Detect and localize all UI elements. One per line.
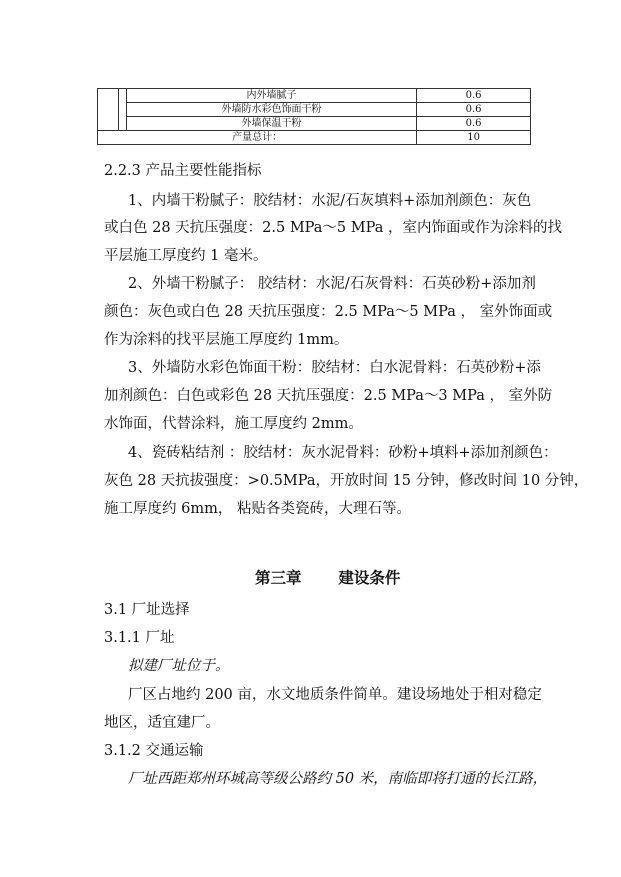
table-cell-value: 0.6 [417, 89, 531, 103]
table-row [98, 117, 531, 131]
table-total-value: 10 [417, 131, 531, 145]
paragraph-line: 水饰面，代替涂料，施工厚度约 2mm。 [104, 416, 363, 432]
paragraph-line: 厂址西距郑州环城高等级公路约 50 米，南临即将打通的长江路， [128, 771, 548, 787]
table-cell-name: 内外墙腻子 [126, 89, 416, 103]
paragraph-line: 加剂颜色：白色或彩色 28 天抗压强度：2.5 MPa～3 MPa ， 室外防 [104, 388, 553, 404]
table-cell-name: 外墙保温干粉 [126, 117, 416, 131]
chapter-number: 第三章 [255, 569, 302, 587]
paragraph-line: 4、瓷砖粘结剂 ：胶结材：灰水泥骨料：砂粉+填料+添加剂颜色： [128, 445, 558, 461]
table-total-label: 产量总计： [98, 131, 417, 145]
paragraph-line: 1、内墙干粉腻子：胶结材：水泥/石灰填料+添加剂颜色：灰色 [128, 193, 532, 209]
paragraph-line: 地区，适宜建厂。 [104, 715, 220, 731]
section-heading-3-1: 3.1 厂址选择 [104, 602, 190, 618]
paragraph-line: 施工厚度约 6mm， 粘贴各类瓷砖，大理石等。 [104, 501, 411, 517]
paragraph-line: 平层施工厚度约 1 毫米。 [104, 248, 268, 264]
section-heading-2-2-3: 2.2.3 产品主要性能指标 [104, 163, 262, 179]
paragraph-line: 2、外墙干粉腻子： 胶结材：水泥/石灰骨料：石英砂粉+添加剂 [128, 276, 536, 292]
table-cell-value: 0.6 [417, 117, 531, 131]
paragraph-line: 拟建厂址位于。 [128, 658, 230, 674]
table-total-row [98, 131, 531, 145]
chapter-title: 建设条件 [338, 569, 401, 587]
paragraph-line: 厂区占地约 200 亩，水文地质条件简单。建设场地处于相对稳定 [128, 687, 542, 703]
section-heading-3-1-1: 3.1.1 厂址 [104, 630, 175, 646]
section-heading-3-1-2: 3.1.2 交通运输 [104, 743, 204, 759]
product-output-table [97, 88, 531, 145]
paragraph-line: 3、外墙防水彩色饰面干粉：胶结材：白水泥骨料：石英砂粉+添 [128, 360, 541, 376]
chapter-heading [255, 566, 400, 588]
table-cell-value: 0.6 [417, 103, 531, 117]
table-cell-name: 外墙防水彩色饰面干粉 [126, 103, 416, 117]
paragraph-line: 颜色：灰色或白色 28 天抗压强度：2.5 MPa～5 MPa ， 室外饰面或 [104, 304, 553, 320]
paragraph-line: 灰色 28 天抗拔强度：>0.5MPa，开放时间 15 分钟，修改时间 10 分钟， [104, 473, 589, 489]
paragraph-line: 作为涂料的找平层施工厚度约 1mm。 [104, 332, 349, 348]
table-row [98, 103, 531, 117]
table-row [98, 89, 531, 103]
paragraph-line: 或白色 28 天抗压强度：2.5 MPa～5 MPa ，室内饰面或作为涂料的找 [104, 220, 562, 236]
